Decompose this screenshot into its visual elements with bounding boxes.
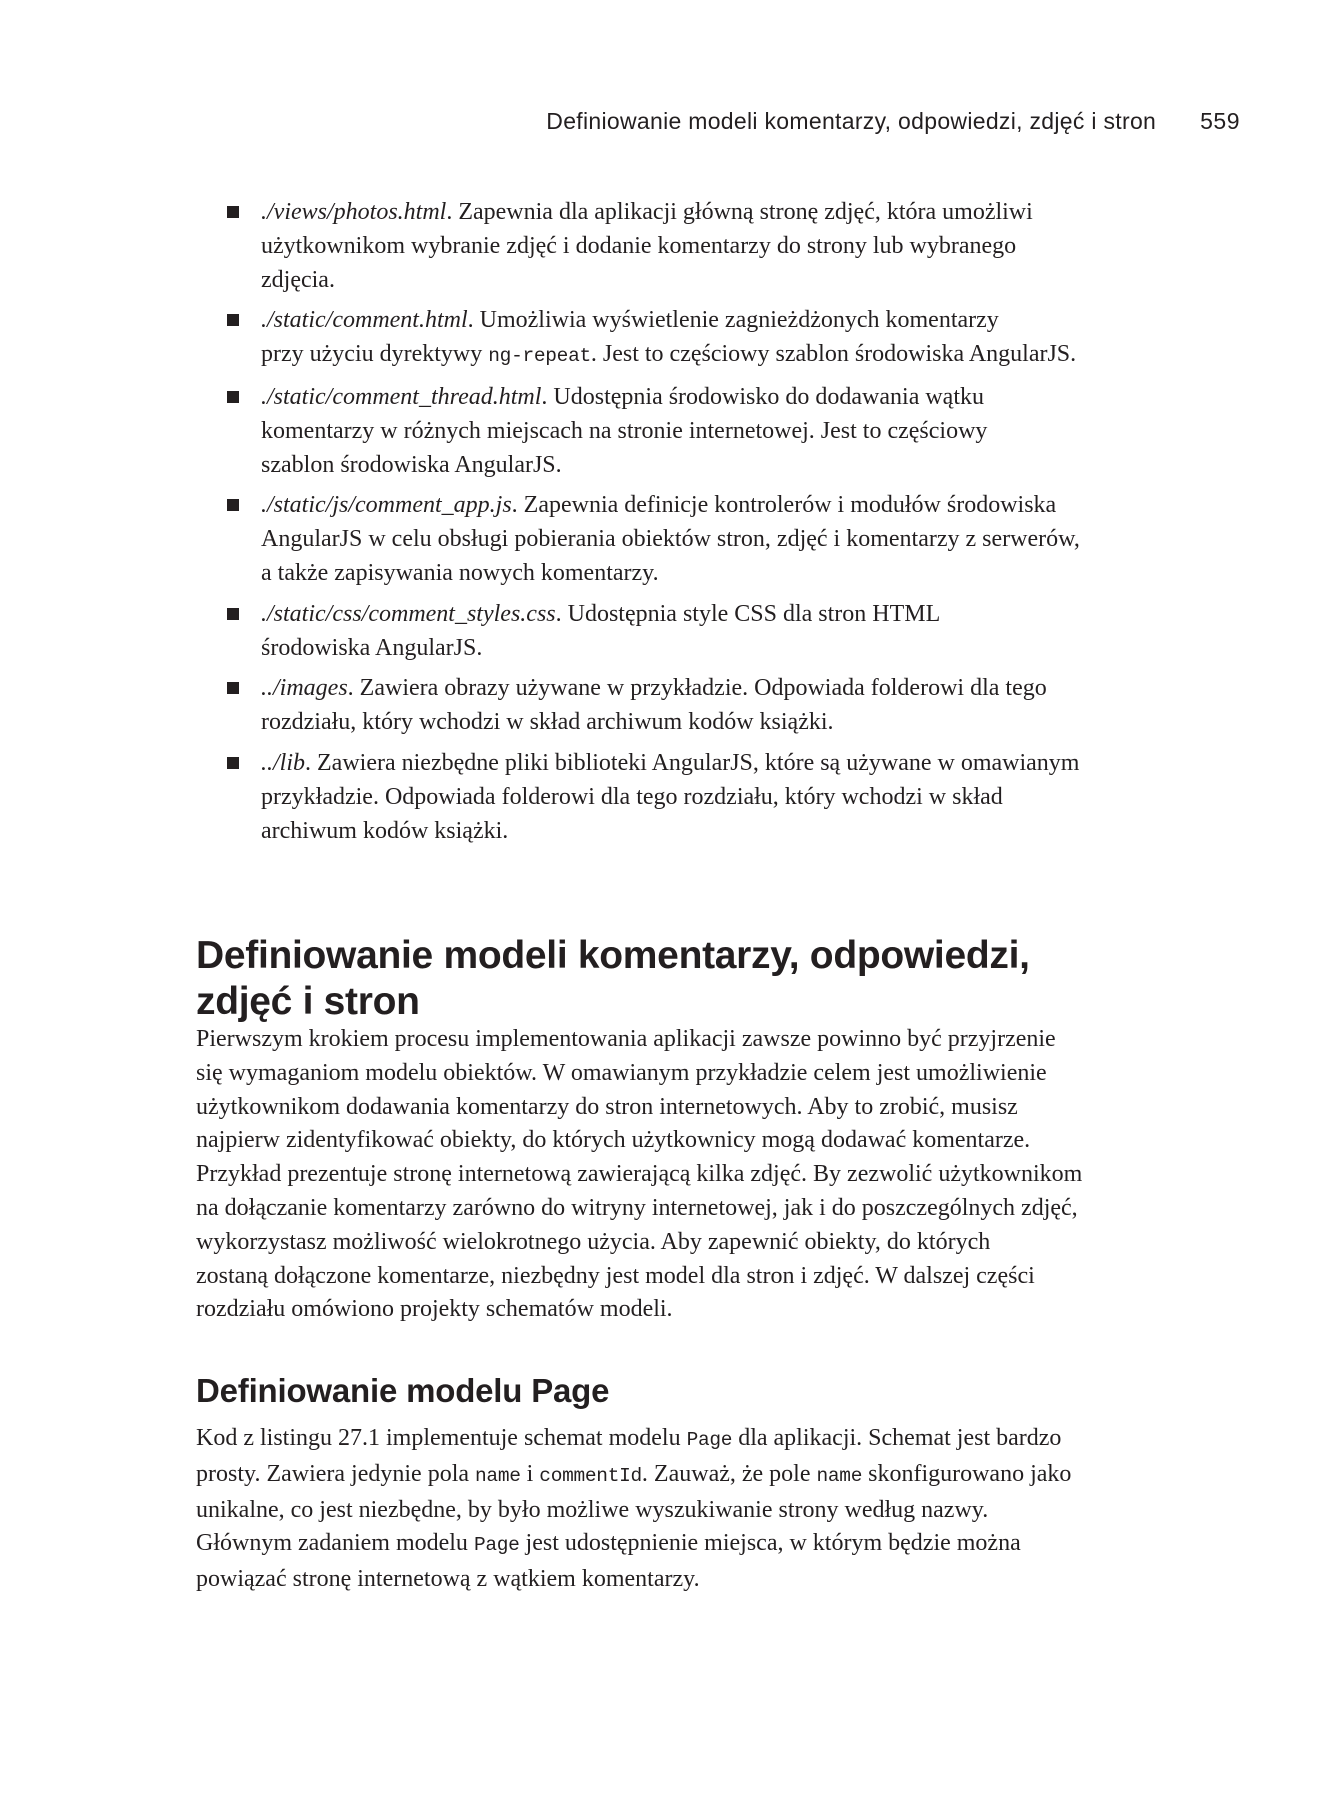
item-text: . Zapewnia definicje kontrolerów i modułów środowiska xyxy=(511,492,1057,519)
paragraph-text: . Zauważ, że pole xyxy=(641,1460,817,1487)
item-text: przykładzie. Odpowiada folderowi dla tego rozdziału, który wchodzi w skład xyxy=(261,783,1003,810)
paragraph-text: dla aplikacji. Schemat jest bardzo xyxy=(732,1425,1062,1451)
item-text: zdjęcia. xyxy=(261,266,335,293)
section-heading-line: zdjęć i stron xyxy=(196,980,420,1023)
paragraph-line: zostaną dołączone komentarze, niezbędny jest model dla stron i zdjęć. W dalszej części xyxy=(196,1262,1035,1289)
list-item xyxy=(224,672,1124,740)
running-header xyxy=(200,108,1240,142)
paragraph-text: prosty. Zawiera jedynie pola xyxy=(196,1460,476,1487)
section-heading-line: Definiowanie modeli komentarzy, odpowiedzi, xyxy=(196,934,1030,977)
list-item xyxy=(224,489,1124,590)
file-path: ../images xyxy=(261,675,348,702)
paragraph-line: użytkownikom dodawania komentarzy do stron internetowych. Aby to zrobić, musisz xyxy=(196,1093,1018,1120)
paragraph-line: rozdziału omówiono projekty schematów modeli. xyxy=(196,1296,673,1323)
item-text: archiwum kodów książki. xyxy=(261,817,509,844)
square-bullet-icon xyxy=(227,314,239,326)
paragraph-line: wykorzystasz możliwość wielokrotnego użycia. Aby zapewnić obiekty, do których xyxy=(196,1228,991,1255)
list-item xyxy=(224,196,1124,297)
file-path: ./static/comment_thread.html xyxy=(261,383,542,410)
square-bullet-icon xyxy=(227,206,239,218)
paragraph-text: unikalne, co jest niezbędne, by było możliwe wyszukiwanie strony według nazwy. xyxy=(196,1496,989,1523)
section-paragraph xyxy=(196,1023,1156,1327)
inline-code: name xyxy=(475,1464,521,1487)
list-item xyxy=(224,747,1124,848)
item-text: . Udostępnia środowisko do dodawania wątku xyxy=(541,383,984,410)
item-text: . Zawiera obrazy używane w przykładzie. Odpowiada folderowi dla tego xyxy=(347,675,1047,702)
paragraph-text: Kod z listingu 27.1 implementuje schemat modelu xyxy=(196,1425,687,1451)
file-path: ./static/comment.html xyxy=(261,307,468,334)
square-bullet-icon xyxy=(227,757,239,769)
item-text: . Umożliwia wyświetlenie zagnieżdżonych komentarzy xyxy=(467,307,999,334)
file-list xyxy=(224,196,1124,855)
page-number: 559 xyxy=(1200,108,1240,134)
inline-code: ng-repeat xyxy=(488,345,591,368)
square-bullet-icon xyxy=(227,499,239,511)
square-bullet-icon xyxy=(227,608,239,620)
file-path: ./static/js/comment_app.js xyxy=(261,492,512,519)
item-text: przy użyciu dyrektywy xyxy=(261,341,489,368)
square-bullet-icon xyxy=(227,682,239,694)
inline-code: Page xyxy=(686,1429,733,1451)
paragraph-text: powiązać stronę internetową z wątkiem komentarzy. xyxy=(196,1566,700,1593)
item-text: komentarzy w różnych miejscach na stronie internetowej. Jest to częściowy xyxy=(261,417,988,444)
item-text: rozdziału, który wchodzi w skład archiwum kodów książki. xyxy=(261,709,834,736)
paragraph-text: jest udostępnienie miejsca, w którym będzie można xyxy=(519,1530,1021,1557)
paragraph-line: Przykład prezentuje stronę internetową zawierającą kilka zdjęć. By zezwolić użytkownikom xyxy=(196,1161,1083,1188)
item-text: środowiska AngularJS. xyxy=(261,634,483,661)
item-text: a także zapisywania nowych komentarzy. xyxy=(261,559,659,586)
inline-code: name xyxy=(816,1464,863,1487)
item-text: . Zapewnia dla aplikacji główną stronę zdjęć, która umożliwi xyxy=(446,199,1033,225)
running-header-title: Definiowanie modeli komentarzy, odpowiedzi, zdjęć i stron xyxy=(546,108,1157,134)
paragraph-text: skonfigurowano jako xyxy=(862,1460,1072,1487)
list-item xyxy=(224,598,1124,666)
item-text: . Jest to częściowy szablon środowiska AngularJS. xyxy=(590,341,1077,368)
file-path: ../lib xyxy=(261,749,306,776)
subsection-paragraph xyxy=(196,1422,1156,1597)
square-bullet-icon xyxy=(227,391,239,403)
paragraph-line: najpierw zidentyfikować obiekty, do których użytkownicy mogą dodawać komentarze. xyxy=(196,1127,1031,1154)
paragraph-line: się wymaganiom modelu obiektów. W omawianym przykładzie celem jest umożliwienie xyxy=(196,1059,1047,1086)
file-path: ./views/photos.html xyxy=(261,199,447,225)
inline-code: commentId xyxy=(539,1464,642,1487)
subsection-heading: Definiowanie modelu Page xyxy=(196,1372,610,1409)
paragraph-text: Głównym zadaniem modelu xyxy=(196,1530,474,1557)
section-heading xyxy=(196,933,1156,1025)
paragraph-line: na dołączanie komentarzy zarówno do witryny internetowej, jak i do poszczególnych zdjęć, xyxy=(196,1194,1078,1221)
item-text: szablon środowiska AngularJS. xyxy=(261,451,562,478)
list-item xyxy=(224,304,1124,374)
inline-code: Page xyxy=(473,1534,520,1557)
paragraph-line: Pierwszym krokiem procesu implementowania aplikacji zawsze powinno być przyjrzenie xyxy=(196,1026,1056,1052)
item-text: użytkownikom wybranie zdjęć i dodanie komentarzy do strony lub wybranego xyxy=(261,232,1017,259)
list-item xyxy=(224,381,1124,482)
file-path: ./static/css/comment_styles.css xyxy=(261,600,556,627)
item-text: . Zawiera niezbędne pliki biblioteki AngularJS, które są używane w omawianym xyxy=(305,749,1080,776)
paragraph-text: i xyxy=(520,1460,540,1487)
item-text: . Udostępnia style CSS dla stron HTML xyxy=(555,600,941,627)
item-text: AngularJS w celu obsługi pobierania obiektów stron, zdjęć i komentarzy z serwerów, xyxy=(261,526,1080,553)
